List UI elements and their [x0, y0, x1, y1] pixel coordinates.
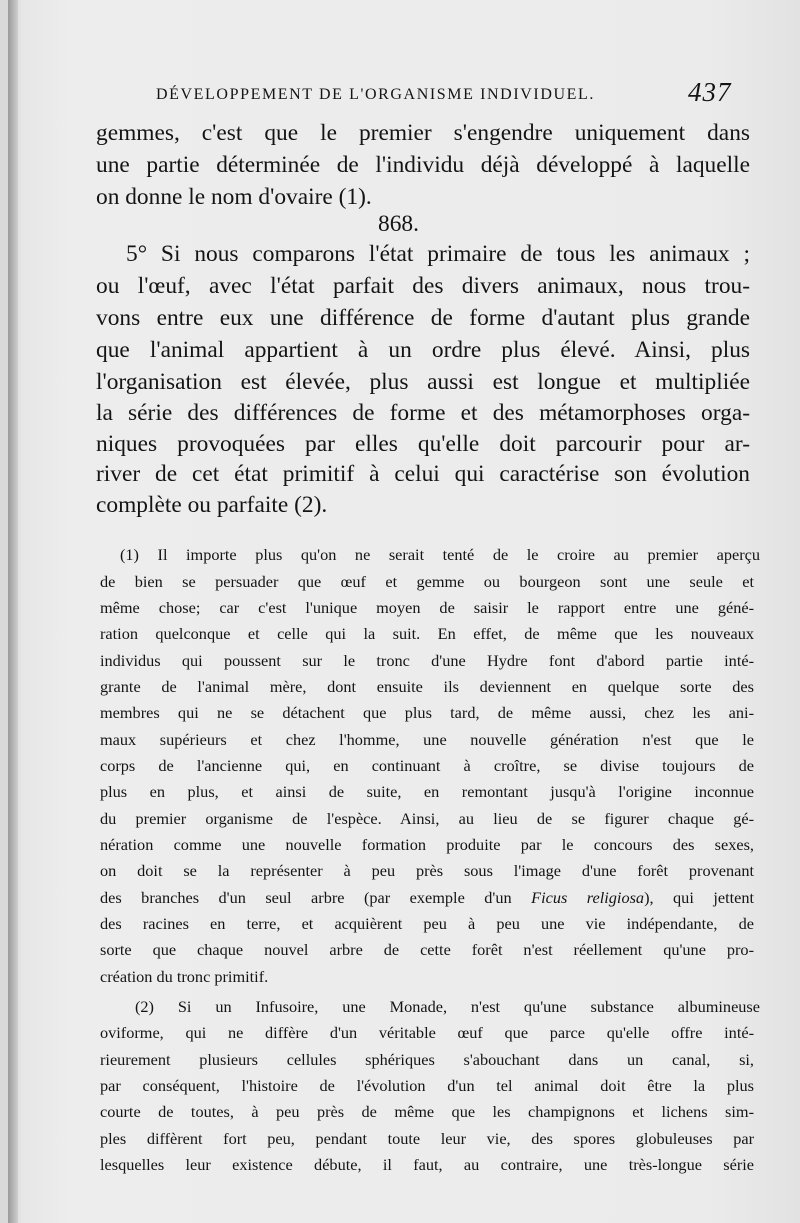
section-number: 868.: [378, 211, 419, 237]
footnote-1-line-with-italic: [100, 888, 754, 908]
footnote-2-line: (2) Si un Infusoire, une Monade, n'est qu'une substance albumineuse: [135, 997, 760, 1016]
footnote-1-line: (1) Il importe plus qu'on ne serait tenté de le croire au premier aperçu: [120, 545, 760, 564]
paragraph-line: niques provoquées par elles qu'elle doit parcourir pour ar-: [96, 431, 750, 457]
paragraph-line: la série des différences de forme et des métamorphoses orga-: [96, 400, 750, 426]
running-title: DÉVELOPPEMENT DE L'ORGANISME INDIVIDUEL.: [156, 86, 595, 103]
footnote-1-line: membres qui ne se détachent que plus tard, de même aussi, chez les ani-: [100, 703, 754, 722]
footnote-1-line: nération comme une nouvelle formation produite par le concours des sexes,: [100, 835, 754, 854]
body-line: on donne le nom d'ovaire (1).: [96, 184, 372, 210]
paragraph-line: vons entre eux une différence de forme d'autant plus grande: [96, 305, 750, 331]
body-line: gemmes, c'est que le premier s'engendre uniquement dans: [96, 120, 750, 146]
footnote-1-line: sorte que chaque nouvel arbre de cette forêt n'est réellement qu'une pro-: [100, 940, 754, 959]
footnote-1-line: même chose; car c'est l'unique moyen de saisir le rapport entre une géné-: [100, 598, 754, 617]
footnote-1-text: des branches d'un seul arbre (par exemple d'un: [100, 888, 532, 907]
footnote-2-line: oviforme, qui ne diffère d'un véritable œuf que parce qu'elle offre inté-: [100, 1023, 754, 1042]
footnote-1-line: individus qui poussent sur le tronc d'une Hydre font d'abord partie inté-: [100, 651, 754, 670]
paragraph-line: que l'animal appartient à un ordre plus élevé. Ainsi, plus: [96, 337, 750, 363]
footnote-1-line: plus en plus, et ainsi de suite, en remontant jusqu'à l'origine inconnue: [100, 782, 754, 801]
footnote-1-line: création du tronc primitif.: [100, 967, 269, 986]
body-line: une partie déterminée de l'individu déjà développé à laquelle: [96, 152, 750, 178]
footnote-1-line: maux supérieurs et chez l'homme, une nouvelle génération n'est que le: [100, 730, 754, 749]
paragraph-line: l'organisation est élevée, plus aussi est longue et multipliée: [96, 369, 750, 395]
page-gutter-shadow: [8, 0, 18, 1223]
paragraph-line: river de cet état primitif à celui qui caractérise son évolution: [96, 461, 750, 487]
paragraph-line: ou l'œuf, avec l'état parfait des divers animaux, nous trou-: [96, 273, 750, 299]
paragraph-line: 5° Si nous comparons l'état primaire de tous les animaux ;: [126, 241, 750, 267]
footnote-1-line: on doit se la représenter à peu près sous l'image d'une forêt provenant: [100, 861, 754, 880]
book-page: [8, 0, 800, 1223]
running-header: [156, 77, 756, 107]
footnote-2-line: par conséquent, l'histoire de l'évolution d'un tel animal doit être la plus: [100, 1076, 754, 1095]
footnote-2-line: lesquelles leur existence débute, il faut, au contraire, une très-longue série: [100, 1155, 754, 1174]
footnote-1-line: du premier organisme de l'espèce. Ainsi, au lieu de se figurer chaque gé-: [100, 809, 754, 828]
footnote-2-line: courte de toutes, à peu près de même que les champignons et lichens sim-: [100, 1102, 754, 1121]
footnote-2-line: rieurement plusieurs cellules sphériques s'abouchant dans un canal, si,: [100, 1050, 754, 1069]
footnote-1-line: ration quelconque et celle qui la suit. En effet, de même que les nouveaux: [100, 624, 754, 643]
footnote-1-line: grante de l'animal mère, dont ensuite ils deviennent en quelque sorte des: [100, 677, 754, 696]
footnote-1-line: de bien se persuader que œuf et gemme ou bourgeon sont une seule et: [100, 572, 754, 591]
footnote-1-line: corps de l'ancienne qui, en continuant à croître, se divise toujours de: [100, 756, 754, 775]
footnote-2-line: ples diffèrent fort peu, pendant toute leur vie, des spores globuleuses par: [100, 1129, 754, 1148]
footnote-1-line: des racines en terre, et acquièrent peu à peu une vie indépendante, de: [100, 914, 754, 933]
paragraph-line: complète ou parfaite (2).: [96, 492, 328, 518]
footnote-1-text: ), qui jettent: [644, 888, 755, 907]
species-name: Ficus religiosa: [531, 888, 645, 907]
page-number: 437: [688, 77, 732, 107]
